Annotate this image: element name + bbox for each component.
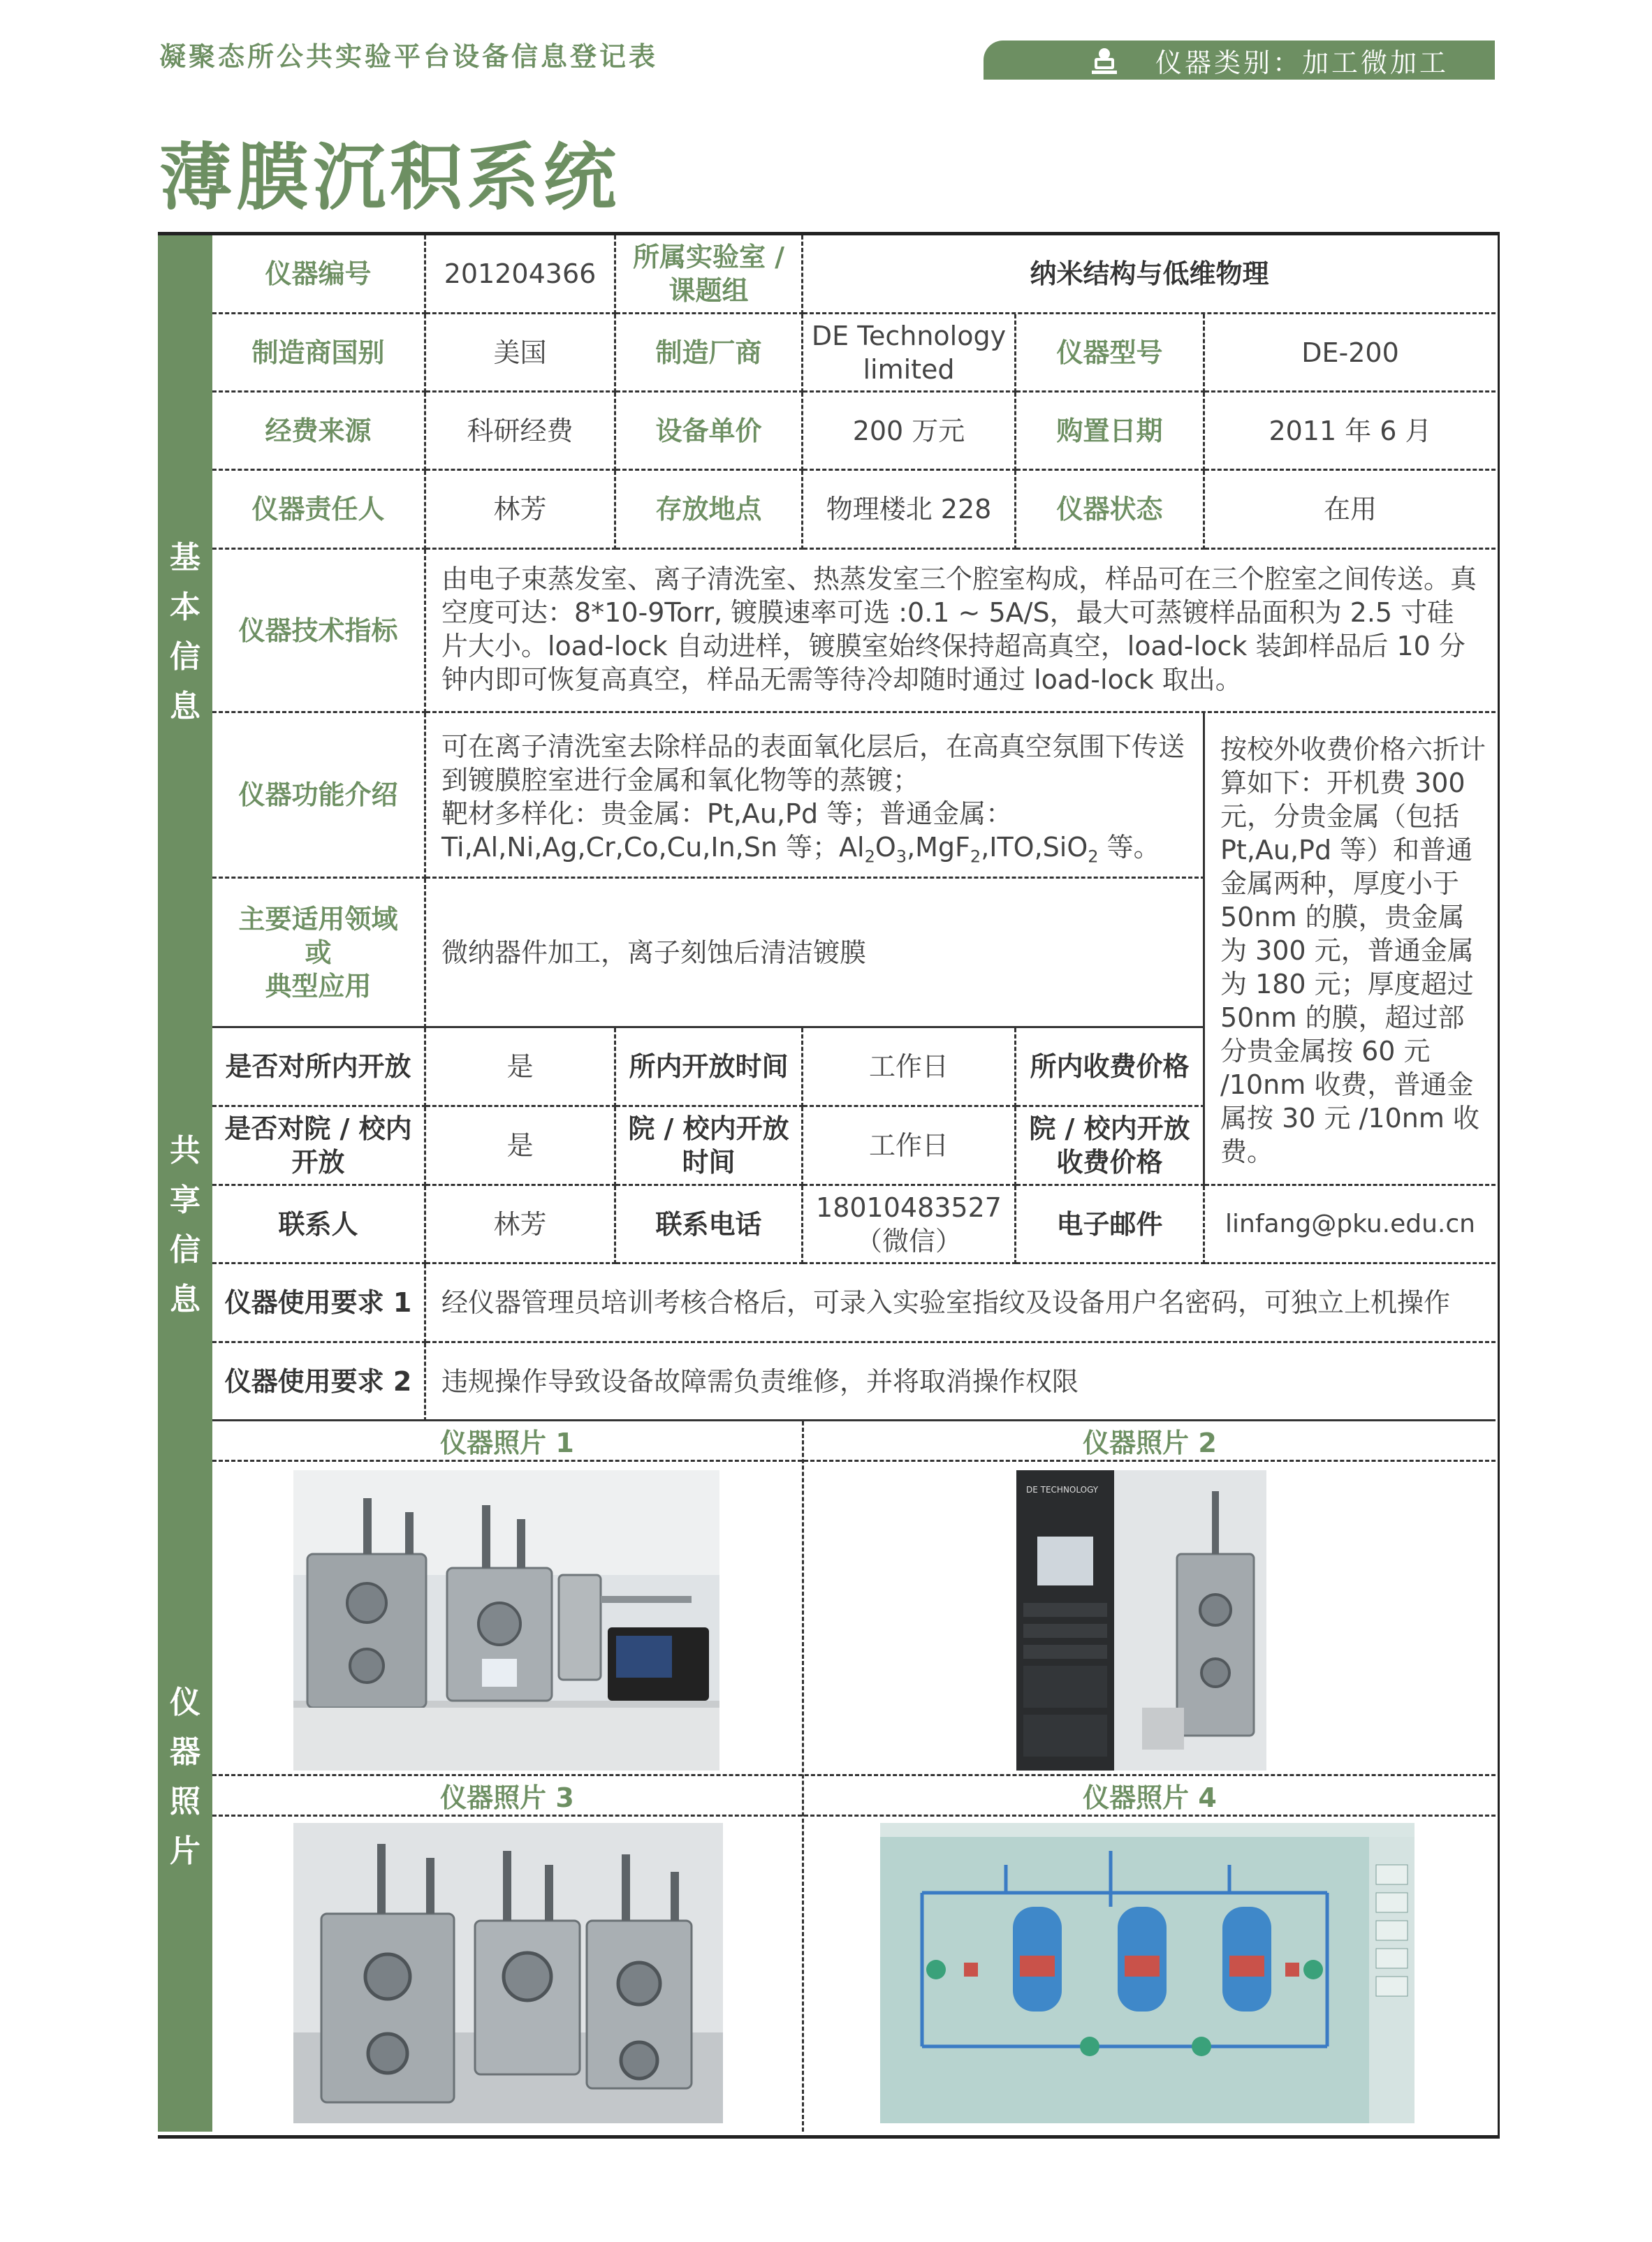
photo4-label: 仪器照片 4 [804, 1776, 1496, 1817]
date-label: 购置日期 [1016, 393, 1205, 471]
status-value: 在用 [1205, 471, 1496, 550]
func-text-2: 靶材多样化：贵金属：Pt,Au,Pd 等；普通金属： [441, 798, 1013, 829]
univ-fee-label: 院 / 校内开放收费价格 [1016, 1107, 1205, 1186]
photo1-label: 仪器照片 1 [212, 1421, 802, 1462]
page-title: 薄膜沉积系统 [159, 134, 621, 220]
id-value: 201204366 [426, 235, 616, 314]
open-inst-value: 是 [426, 1028, 616, 1107]
section-share-label: 共享信息 [170, 1132, 200, 1317]
phone-value: 18010483527（微信） [803, 1186, 1016, 1264]
id-label: 仪器编号 [212, 235, 426, 314]
photo3-label: 仪器照片 3 [212, 1776, 802, 1817]
date-value: 2011 年 6 月 [1205, 393, 1496, 471]
photo-4-control-software [880, 1823, 1415, 2123]
price-value: 200 万元 [803, 393, 1016, 471]
func-text-1: 可在离子清洗室去除样品的表面氧化层后，在高真空氛围下传送到镀膜腔室进行金属和氧化物等的蒸镀； [441, 731, 1185, 796]
section-share [158, 1028, 212, 1421]
maker-value: DE Technology limited [803, 314, 1016, 393]
owner-label: 仪器责任人 [212, 471, 426, 550]
contact-value: 林芳 [426, 1186, 616, 1264]
section-basic [158, 235, 212, 1028]
func-value [426, 713, 1205, 879]
spec-value: 由电子束蒸发室、离子清洗室、热蒸发室三个腔室构成，样品可在三个腔室之间传送。真空度可达：8*10-9Torr, 镀膜速率可选 :0.1 ~ 5A/S，最大可蒸镀样品面积为 2.5 寸硅片大小。load-lock 自动进样，镀膜室始终保持超高真空，load-lock 装卸样品后 10 分钟内即可恢复高真空，样品无需等待冷却随时通过 load-lock 取出。 [426, 550, 1496, 713]
country-label: 制造商国别 [212, 314, 426, 393]
open-univ-label: 是否对院 / 校内开放 [212, 1107, 426, 1186]
category-badge [984, 41, 1495, 80]
inst-fee-label: 所内收费价格 [1016, 1028, 1205, 1107]
inst-time-label: 所内开放时间 [616, 1028, 803, 1107]
req2-value: 违规操作导致设备故障需负责维修，并将取消操作权限 [426, 1343, 1496, 1421]
maker-label: 制造厂商 [616, 314, 803, 393]
fee-note: 按校外收费价格六折计算如下：开机费 300 元，分贵金属（包括 Pt,Au,Pd 等）和普通金属两种，厚度小于 50nm 的膜，贵金属为 300 元，普通金属为 180 元；厚度超过 50nm 的膜，超过部分贵金属按 60 元 /10nm 收费，普通金属按 30 元 /10nm 收费。 [1205, 713, 1496, 1186]
section-photos [158, 1421, 212, 2132]
category-text: 仪器类别：加工微加工 [1155, 47, 1449, 78]
app-value: 微纳器件加工，离子刻蚀后清洁镀膜 [426, 879, 1205, 1028]
model-label: 仪器型号 [1016, 314, 1205, 393]
fund-label: 经费来源 [212, 393, 426, 471]
email-label: 电子邮件 [1016, 1186, 1205, 1264]
status-label: 仪器状态 [1016, 471, 1205, 550]
section-photos-label: 仪器照片 [170, 1684, 200, 1869]
location-value: 物理楼北 228 [803, 471, 1016, 550]
phone-label: 联系电话 [616, 1186, 803, 1264]
lab-label: 所属实验室 / 课题组 [616, 235, 803, 314]
req2-label: 仪器使用要求 2 [212, 1343, 426, 1421]
photo-3-chamber-closeup [293, 1823, 723, 2123]
univ-time-value: 工作日 [803, 1107, 1016, 1186]
inst-time-value: 工作日 [803, 1028, 1016, 1107]
org-title: 凝聚态所公共实验平台设备信息登记表 [159, 41, 659, 72]
app-label: 主要适用领域 或 典型应用 [212, 879, 426, 1028]
func-label: 仪器功能介绍 [212, 713, 426, 879]
owner-value: 林芳 [426, 471, 616, 550]
email-value: linfang@pku.edu.cn [1205, 1186, 1496, 1264]
model-value: DE-200 [1205, 314, 1496, 393]
price-label: 设备单价 [616, 393, 803, 471]
photo-2-control-rack [1016, 1470, 1266, 1771]
microscope-icon [1088, 44, 1120, 76]
photo2-label: 仪器照片 2 [804, 1421, 1496, 1462]
photo-1-deposition-system [293, 1470, 719, 1771]
fund-value: 科研经费 [426, 393, 616, 471]
func-text-3: Ti,Al,Ni,Ag,Cr,Co,Cu,In,Sn 等；$Al_2O_3,MgF_2,ITO,SiO_2$ 等。 [441, 832, 1160, 867]
lab-value: 纳米结构与低维物理 [803, 235, 1496, 314]
contact-label: 联系人 [212, 1186, 426, 1264]
location-label: 存放地点 [616, 471, 803, 550]
req1-label: 仪器使用要求 1 [212, 1264, 426, 1343]
open-inst-label: 是否对所内开放 [212, 1028, 426, 1107]
country-value: 美国 [426, 314, 616, 393]
req1-value: 经仪器管理员培训考核合格后，可录入实验室指纹及设备用户名密码，可独立上机操作 [426, 1264, 1496, 1343]
spec-label: 仪器技术指标 [212, 550, 426, 713]
open-univ-value: 是 [426, 1107, 616, 1186]
univ-time-label: 院 / 校内开放时间 [616, 1107, 803, 1186]
section-basic-label: 基本信息 [170, 539, 200, 724]
rack-brand-label: DE TECHNOLOGY [1026, 1485, 1099, 1495]
